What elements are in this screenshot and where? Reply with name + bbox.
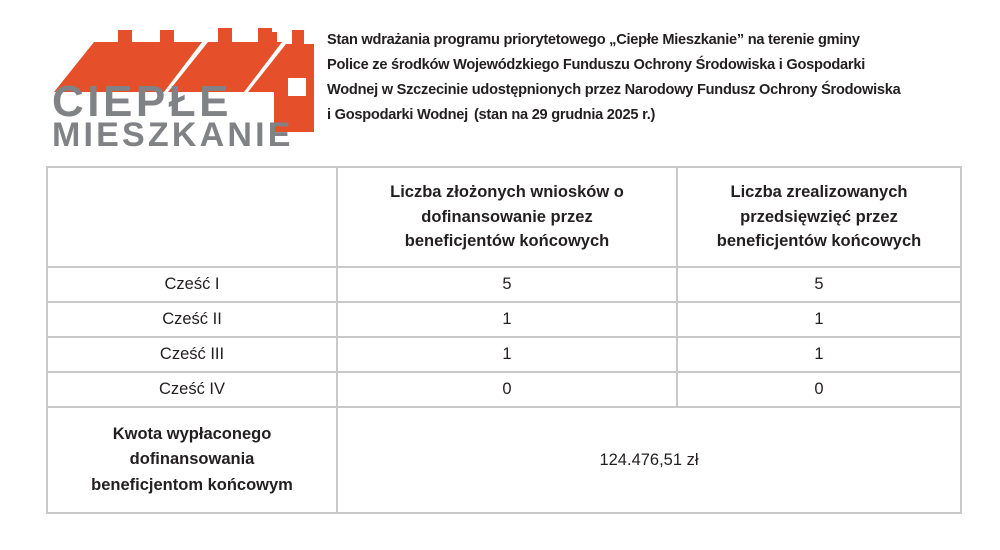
row-completed-czesc-2: 1 bbox=[678, 303, 960, 336]
summary-table bbox=[46, 166, 962, 514]
table-corner-cell bbox=[48, 168, 336, 266]
column-header-submitted-line-2: dofinansowanie przez bbox=[421, 207, 593, 226]
header-title-line-4-text: i Gospodarki Wodnej bbox=[327, 107, 468, 124]
total-amount-value: 124.476,51 zł bbox=[338, 408, 960, 512]
row-label-czesc-4: Cześć IV bbox=[48, 373, 336, 406]
column-header-submitted-line-1: Liczba złożonych wniosków o bbox=[390, 182, 624, 201]
table-row bbox=[48, 268, 960, 301]
table-header-row bbox=[48, 168, 960, 266]
column-header-submitted bbox=[338, 168, 676, 266]
total-label-line-2: dofinansowania bbox=[129, 450, 255, 469]
row-submitted-czesc-3: 1 bbox=[338, 338, 676, 371]
column-header-submitted-line-3: beneficjentów końcowych bbox=[404, 232, 610, 251]
row-completed-czesc-3: 1 bbox=[678, 338, 960, 371]
logo-word-ciaple: CIEPŁE bbox=[52, 77, 232, 126]
header-title-line-4 bbox=[327, 103, 972, 128]
cieple-mieszkanie-logo bbox=[52, 20, 320, 148]
row-submitted-czesc-1: 5 bbox=[338, 268, 676, 301]
row-label-czesc-1: Cześć I bbox=[48, 268, 336, 301]
total-label-line-3: beneficjentom końcowym bbox=[91, 475, 293, 494]
header bbox=[0, 0, 1000, 160]
table-row bbox=[48, 373, 960, 406]
header-date-note: (stan na 29 grudnia 2025 r.) bbox=[473, 107, 656, 124]
table-total-row bbox=[48, 408, 960, 512]
row-label-czesc-2: Cześć II bbox=[48, 303, 336, 336]
header-title-line-1: Stan wdrażania programu priorytetowego „Ciepłe Mieszkanie” na terenie gminy bbox=[327, 32, 860, 48]
row-submitted-czesc-2: 1 bbox=[338, 303, 676, 336]
table-row bbox=[48, 303, 960, 336]
column-header-completed-line-3: beneficjentów końcowych bbox=[716, 232, 922, 251]
total-label bbox=[48, 408, 336, 512]
header-title bbox=[327, 28, 972, 128]
column-header-completed-line-2: przedsięwzięć przez bbox=[740, 207, 898, 226]
column-header-completed bbox=[678, 168, 960, 266]
row-completed-czesc-1: 5 bbox=[678, 268, 960, 301]
row-label-czesc-3: Cześć III bbox=[48, 338, 336, 371]
column-header-completed-line-1: Liczba zrealizowanych bbox=[730, 182, 908, 201]
row-submitted-czesc-4: 0 bbox=[338, 373, 676, 406]
logo-word-mieszkanie: MIESZKANIE bbox=[52, 116, 294, 148]
total-label-line-1: Kwota wypłaconego bbox=[112, 425, 272, 444]
header-title-line-2: Police ze środków Wojewódzkiego Funduszu Ochrony Środowiska i Gospodarki bbox=[327, 57, 866, 74]
row-completed-czesc-4: 0 bbox=[678, 373, 960, 406]
table-row bbox=[48, 338, 960, 371]
header-title-line-3: Wodnej w Szczecinie udostępnionych przez Narodowy Fundusz Ochrony Środowiska bbox=[327, 82, 901, 99]
summary-table-wrapper bbox=[46, 166, 958, 509]
